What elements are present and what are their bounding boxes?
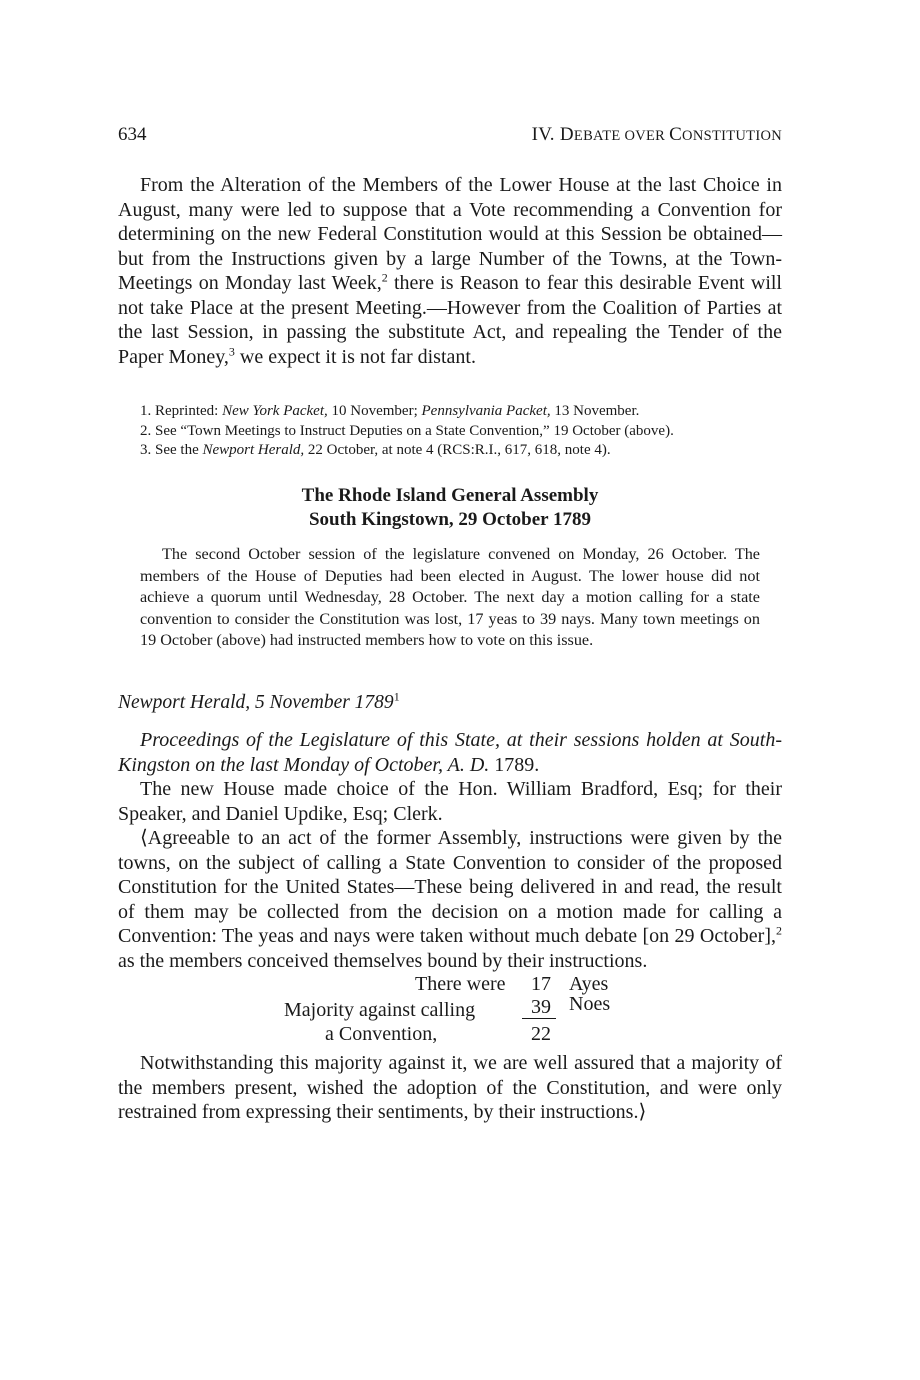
endnote-3: 3. See the Newport Herald, 22 October, at note 4 (RCS:R.I., 617, 618, note 4). — [140, 442, 611, 458]
footnote-ref: 2 — [776, 923, 782, 938]
headnote: The second October session of the legislature convened on Monday, 26 October. The members of the House of Deputies had been elected in August. The lower house did not achieve a quorum until Wednesday, 28 October. The next day a motion calling for a state convention to consider the Constitution was lost, 17 yeas to 39 nays. Many town meetings on 19 October (above) had instructed members how to vote on this issue. — [140, 545, 760, 649]
vote-noes-label: Noes — [569, 993, 611, 1015]
vote-majority-line-2: a Convention, — [325, 1023, 438, 1045]
article-title-line-1: The Rhode Island General Assembly — [301, 485, 599, 506]
vote-noes-count: 39 — [531, 996, 551, 1018]
source-citation: Newport Herald, 5 November 1789$^1$ — [118, 689, 400, 713]
running-head: IV. DEBATE OVER CONSTITUTION — [531, 124, 782, 145]
intro-paragraph: From the Alteration of the Members of the Lower House at the last Choice in August, many were led to suppose that a Vote recommending a Convention for determining on the new Federal Constitution would at this Session be obtained—but from the Instructions given by a large Number of the Towns, at the Town-Meetings on Monday last Week,$^2$ there is Reason to fear this desirable Event will not take Place at the present Meeting.—However from the Coalition of Parties at the last Session, in passing the substitute Act, and repealing the Tender of the Paper Money,$^3$ we expect it is not far distant. — [118, 174, 782, 368]
footnote-ref: 2 — [381, 270, 388, 285]
endnote-1: 1. Reprinted: New York Packet, 10 November; Pennsylvania Packet, 13 November. — [140, 403, 640, 419]
proceedings-heading: Proceedings of the Legislature of this State, at their sessions holden at South-Kingston on the last Monday of October, A. D. 1789. — [118, 729, 782, 776]
article-title-line-2: South Kingstown, 29 October 1789 — [308, 509, 592, 530]
vote-table — [118, 973, 782, 1051]
speaker-paragraph: The new House made choice of the Hon. William Bradford, Esq; for their Speaker, and Daniel Updike, Esq; Clerk. — [118, 778, 782, 825]
main-text — [118, 728, 782, 1125]
vote-majority-count: 22 — [531, 1023, 551, 1045]
vote-ayes-label: Ayes — [569, 973, 609, 995]
vote-sum-rule — [522, 1018, 556, 1019]
closing-paragraph: Notwithstanding this majority against it, we are well assured that a majority of the members present, wished the adoption of the Constitution, and were only restrained from expressing their sentiments, by their instructions.⟩ — [118, 1052, 782, 1123]
footnote-ref: 3 — [228, 343, 235, 358]
endnote-2: 2. See “Town Meetings to Instruct Deputies on a State Convention,” 19 October (above). — [140, 422, 674, 439]
vote-there-were: There were — [415, 973, 506, 995]
article-title — [118, 484, 782, 532]
vote-ayes-count: 17 — [531, 973, 551, 995]
footnote-ref: 1 — [393, 689, 400, 704]
vote-majority-line-1: Majority against calling — [284, 999, 476, 1021]
instructions-paragraph: ⟨Agreeable to an act of the former Assembly, instructions were given by the towns, on the subject of calling a State Convention to consider of the proposed Constitution for the United States—These being delivered in and read, the result of them may be collected from the decision on a motion made for calling a Convention: The yeas and nays were taken without much debate [on 29 October],$^2$ as the members conceived themselves bound by their instructions. — [118, 827, 782, 972]
endnotes — [118, 402, 782, 461]
page-number: 634 — [118, 124, 147, 145]
